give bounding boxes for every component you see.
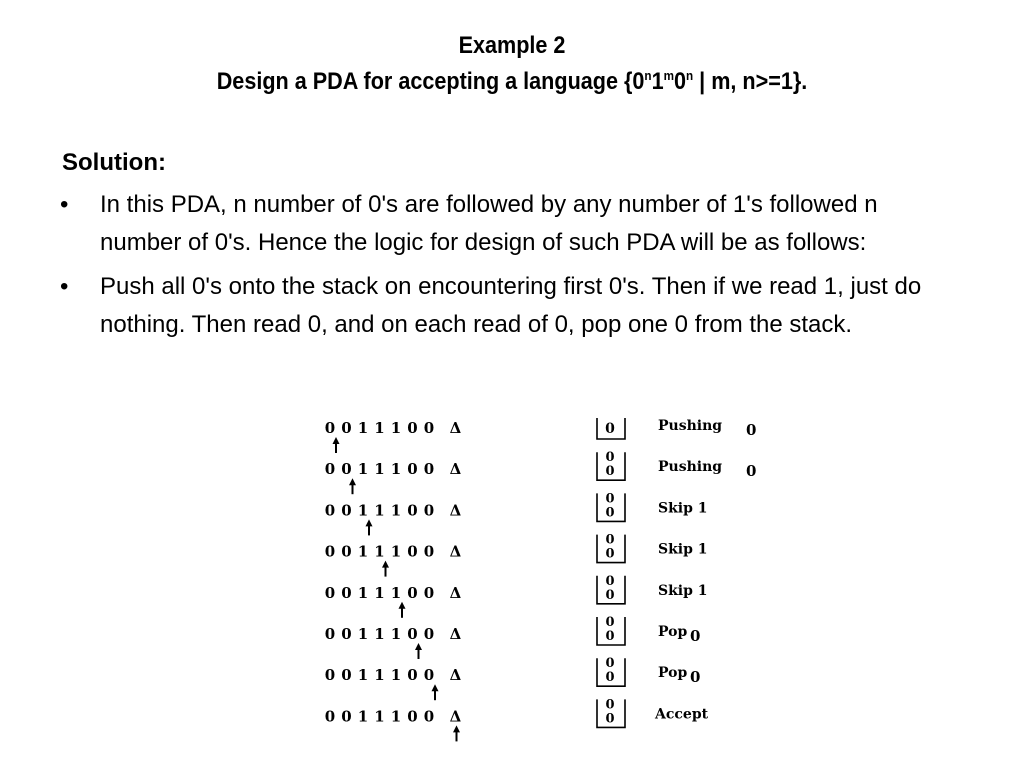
stack-box [597,573,625,604]
stack-symbol: 0 [605,421,615,437]
stack-box [597,452,625,480]
title-sup-n-1: n [644,68,652,83]
tape-symbol: 1 [390,542,402,561]
tape-symbol: 0 [324,666,336,685]
title-mid-1: 1 [651,68,664,95]
tape-end-marker: Δ [449,625,462,643]
action-label: Pop [658,624,688,640]
bullet-dot: • [60,273,69,300]
stack-box [597,532,625,563]
tape-symbol: 0 [341,501,352,520]
tape-symbol: 1 [357,460,369,479]
tape-symbol: 0 [407,625,418,643]
tape-symbol: 0 [423,666,435,685]
stack-box [597,418,625,439]
stack-symbol: 0 [605,615,615,630]
stack-symbol: 0 [605,697,615,713]
stack-symbol: 0 [605,464,615,480]
tape-symbol: 0 [324,460,336,479]
tape-symbol: 0 [407,501,418,520]
tape-symbol: 0 [341,460,352,479]
stack-box [597,617,625,645]
title-line-1: Example 2 [458,32,566,59]
tape-symbol: 1 [390,501,402,520]
action-label: Pushing [658,459,723,476]
tape-symbol: 0 [324,501,336,520]
tape-symbol: 1 [374,460,385,479]
stack-symbol: 0 [605,546,615,562]
tape-symbol: 0 [407,666,418,685]
tape-symbol: 0 [324,625,336,643]
tape-symbol: 0 [423,583,435,602]
stack-symbol: 0 [605,450,615,466]
tape-symbol: 1 [357,542,369,561]
tape-symbol: 0 [341,666,352,685]
solution-heading: Solution: [62,149,166,176]
title-suffix: | m, n>=1}. [693,68,808,95]
tape-symbol: 0 [423,460,435,479]
tape-symbol: 1 [374,583,385,602]
tape-symbol: 1 [374,707,385,726]
slide-title [51,28,973,100]
stack-symbol: 0 [605,532,615,548]
action-label: Skip 1 [658,541,708,558]
tape-symbol: 0 [324,542,336,561]
tape-end-marker: Δ [449,501,462,520]
tape-symbol: 0 [423,419,435,437]
tape-symbol: 1 [374,542,385,561]
head-arrow-tip [382,561,389,568]
tape-symbol: 1 [390,460,402,479]
head-arrow-tip [333,437,340,444]
stack-symbol: 0 [605,629,615,644]
action-label: Skip 1 [658,582,708,599]
solution-body [62,144,962,350]
tape-symbol: 1 [390,583,402,602]
tape-symbol: 0 [324,419,336,437]
tape-symbol: 0 [341,625,352,643]
tape-symbol: 0 [423,707,435,726]
tape-symbol: 1 [374,501,385,520]
tape-symbol: 1 [374,419,385,437]
bullet-text: Push all 0's onto the stack on encountering first 0's. Then if we read 1, just do nothing. Then read 0, and on each read of 0, pop one 0 from the stack. [100,273,922,338]
stack-symbol: 0 [605,491,615,507]
title-line-2 [51,64,973,100]
tape-symbol: 0 [341,583,352,602]
tape-end-marker: Δ [449,460,462,479]
stack-box [597,493,625,521]
tape-symbol: 0 [423,625,435,643]
action-label-suffix: 0 [746,462,757,481]
stack-symbol: 0 [605,573,615,589]
action-label-suffix: 0 [690,668,701,687]
title-prefix: Design a PDA for accepting a language {0 [216,68,645,95]
stack-symbol: 0 [605,711,615,727]
head-arrow-tip [432,684,439,691]
tape-symbol: 0 [423,501,435,520]
head-arrow-tip [453,725,460,732]
tape-symbol: 0 [324,707,336,726]
tape-symbol: 1 [390,666,402,685]
stack-box [597,699,625,727]
tape-symbol: 1 [390,625,402,643]
tape-symbol: 1 [357,666,369,685]
bullet-item [62,268,962,343]
title-sup-n-2: n [686,68,694,83]
tape-symbol: 1 [357,583,369,602]
bullet-text: In this PDA, n number of 0's are followed by any number of 1's followed n number of 0's. Hence the logic for design of such PDA will be as follows: [100,191,878,256]
head-arrow-tip [349,478,356,485]
stack-symbol: 0 [605,670,615,686]
tape-symbol: 1 [374,666,385,685]
tape-symbol: 0 [407,542,418,561]
tape-symbol: 1 [374,625,385,643]
tape-symbol: 1 [357,707,369,726]
tape-symbol: 0 [324,583,336,602]
tape-symbol: 0 [423,542,435,561]
stack-symbol: 0 [605,656,615,672]
action-label: Skip 1 [658,500,708,517]
tape-symbol: 0 [341,542,352,561]
action-label: Pushing [658,418,723,434]
tape-end-marker: Δ [449,542,462,561]
tape-symbol: 0 [341,707,352,726]
bullet-item [62,186,962,261]
title-sup-m: m [663,68,674,83]
tape-symbol: 1 [357,419,369,437]
action-label-suffix: 0 [746,421,757,439]
tape-symbol: 0 [341,419,352,437]
tape-end-marker: Δ [449,707,462,726]
tape-symbol: 1 [390,707,402,726]
tape-symbol: 1 [390,419,402,437]
stack-symbol: 0 [605,505,615,521]
bullet-dot: • [60,191,69,218]
stack-symbol: 0 [605,587,615,603]
tape-end-marker: Δ [449,666,462,685]
tape-end-marker: Δ [449,583,462,602]
head-arrow-tip [399,602,406,609]
tape-symbol: 0 [407,583,418,602]
tape-end-marker: Δ [449,419,462,437]
head-arrow-tip [415,643,422,650]
tape-symbol: 1 [357,625,369,643]
tape-symbol: 1 [357,501,369,520]
title-mid-2: 0 [674,68,687,95]
action-label: Pop [658,665,688,682]
tape-symbol: 0 [407,460,418,479]
action-label: Accept [655,706,709,723]
tape-symbol: 0 [407,419,418,437]
head-arrow-tip [366,519,373,526]
stack-box [597,658,625,686]
tape-symbol: 0 [407,707,418,726]
action-label-suffix: 0 [690,627,701,645]
